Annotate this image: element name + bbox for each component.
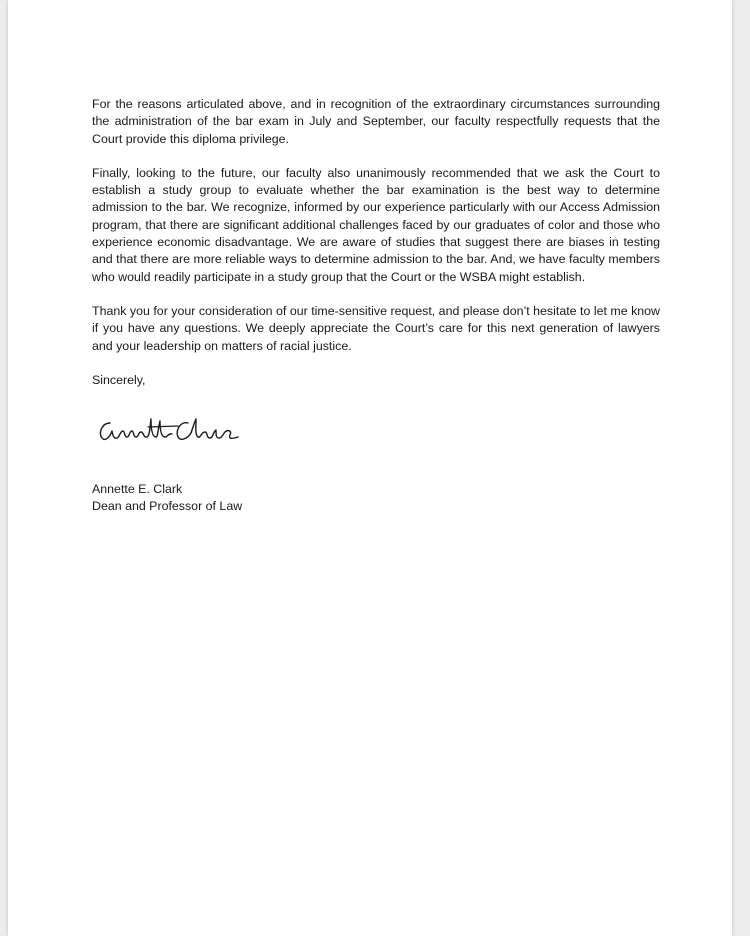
letter-page — [8, 0, 732, 936]
paragraph-study-group: Finally, looking to the future, our faculty also unanimously recommended that we ask the Court to establish a study group to evaluate whether the bar examination is the best way to determine admission to the bar. We recognize, informed by our experience particularly with our Access Admission program, that there are significant additional challenges faced by our graduates of color and those who experience economic disadvantage. We are aware of studies that suggest there are biases in testing and that there are more reliable ways to determine admission to the bar. And, we have faculty members who would readily participate in a study group that the Court or the WSBA might establish. — [92, 165, 660, 284]
letter-body — [92, 96, 660, 516]
paragraph-reasons: For the reasons articulated above, and in recognition of the extraordinary circumstances surrounding the administration of the bar exam in July and September, our faculty respectfully requests that the Court provide this diploma privilege. — [92, 97, 660, 146]
paragraph-thank-you: Thank you for your consideration of our time-sensitive request, and please don’t hesitate to let me know if you have any questions. We deeply appreciate the Court’s care for this next generation of lawyers and your leadership on matters of racial justice. — [92, 303, 660, 353]
signer-name: Annette E. Clark — [92, 482, 183, 497]
handwritten-signature — [92, 407, 252, 451]
signer-title: Dean and Professor of Law — [92, 499, 243, 514]
closing-salutation: Sincerely, — [92, 372, 146, 387]
